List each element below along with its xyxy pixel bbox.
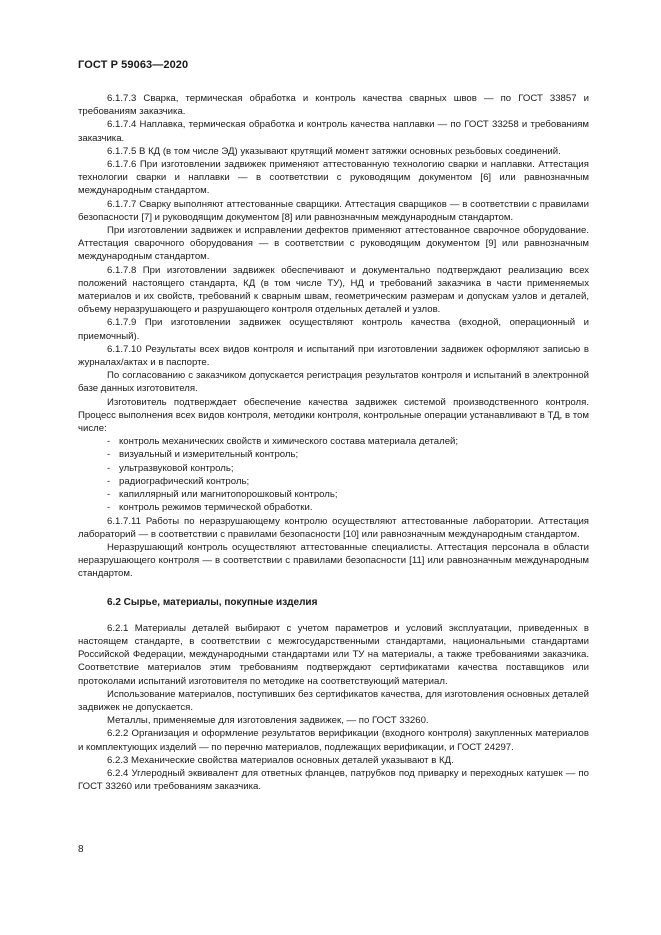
list-item: - капиллярный или магнитопорошковый контроль; (107, 489, 338, 501)
section-heading-6-2: 6.2 Сырье, материалы, покупные изделия (107, 596, 318, 608)
list-item: - контроль механических свойств и химического состава материала деталей; (107, 436, 459, 448)
paragraph-6-1-7-4: 6.1.7.4 Наплавка, термическая обработка и контроль качества наплавки — по ГОСТ 33258 и требованиям заказчика. (78, 119, 589, 144)
paragraph-metals: Металлы, применяемые для изготовления задвижек, — по ГОСТ 33260. (107, 715, 429, 727)
paragraph-electronic-registration: По согласованию с заказчиком допускается регистрация результатов контроля и испытаний в электронной базе данных изготовителя. (78, 370, 589, 395)
page-header-standard-id: ГОСТ Р 59063—2020 (78, 59, 189, 71)
list-item: - визуальный и измерительный контроль; (107, 449, 299, 461)
paragraph-6-1-7-11: 6.1.7.11 Работы по неразрушающему контролю осуществляют аттестованные лаборатории. Аттестация лабораторий — в соответствии с правилами безопасности [10] или равнозначным международным стандартом. (78, 515, 589, 540)
paragraph-welding-equipment: При изготовлении задвижек и исправлении дефектов применяют аттестованное сварочное оборудование. Аттестация сварочного оборудования — в соответствии с руководящим документом [9] или равнозначным международным стандартом. (78, 225, 589, 263)
document-body (78, 92, 589, 793)
paragraph-6-1-7-10: 6.1.7.10 Результаты всех видов контроля и испытаний при изготовлении задвижек оформляют записью в журналах/актах и в паспорте. (78, 343, 589, 369)
paragraph-6-1-7-5: 6.1.7.5 В КД (в том числе ЭД) указывают крутящий момент затяжки основных резьбовых соединений. (107, 145, 561, 157)
paragraph-production-control: Изготовитель подтверждает обеспечение качества задвижек системой производственного контроля. Процесс выполнения всех видов контроля, методики контроля, контрольные операции устанавливают в ТД, в том числе: (78, 396, 589, 435)
paragraph-no-certificates: Использование материалов, поступивших без сертификатов качества, для изготовления основных деталей задвижек не допускается. (78, 688, 589, 713)
paragraph-6-1-7-9: 6.1.7.9 При изготовлении задвижек осуществляют контроль качества (входной, операционный и приемочный). (78, 317, 589, 342)
list-item: - радиографический контроль; (107, 475, 250, 487)
paragraph-6-2-4: 6.2.4 Углеродный эквивалент для ответных фланцев, патрубков под приварку и переходных катушек — по ГОСТ 33260 или требованиям заказчика. (78, 767, 589, 793)
paragraph-6-1-7-3: 6.1.7.3 Сварка, термическая обработка и контроль качества сварных швов — по ГОСТ 33857 и требованиям заказчика. (78, 93, 589, 118)
paragraph-6-2-2: 6.2.2 Организация и оформление результатов верификации (входного контроля) закупленных материалов и комплектующих изделий — по перечню материалов, подлежащих верификации, и ГОСТ 24297. (78, 728, 589, 753)
list-item: - контроль режимов термической обработки. (107, 502, 313, 514)
list-item: - ультразвуковой контроль; (107, 462, 234, 474)
paragraph-6-2-3: 6.2.3 Механические свойства материалов основных деталей указывают в КД. (107, 754, 454, 766)
page-number: 8 (78, 844, 84, 855)
paragraph-6-1-7-7: 6.1.7.7 Сварку выполняют аттестованные сварщики. Аттестация сварщиков — в соответствии с правилами безопасности [7] и руководящим документом [8] или равнозначным международным стандартом. (78, 198, 589, 223)
paragraph-6-2-1: 6.2.1 Материалы деталей выбирают с учетом параметров и условий эксплуатации, приведенных в настоящем стандарте, в соответствии с межгосударственными стандартами, национальными стандартами Российской Федерации, международными стандартами или ТУ на материалы, а также требованиями заказчика. Соответствие материалов этим требованиям подтверждают сертификатами качества поставщиков или протоколами испытаний изготовителя по методике на соответствующий материал. (78, 622, 589, 687)
paragraph-6-1-7-6: 6.1.7.6 При изготовлении задвижек применяют аттестованную технологию сварки и наплавки. Аттестация технологии сварки и наплавки — в соответствии с руководящим документом [6] или равнозначным международным стандартом. (78, 159, 589, 197)
paragraph-6-1-7-8: 6.1.7.8 При изготовлении задвижек обеспечивают и документально подтверждают реализацию всех положений настоящего стандарта, КД (в том числе ТУ), НД и требований заказчика в части применяемых материалов и их свойств, требований к сварным швам, геометрическим размерам и допускам узлов и деталей, объему неразрушающего и разрушающего контроля отдельных деталей и узлов. (78, 264, 589, 316)
paragraph-ndt-personnel: Неразрушающий контроль осуществляют аттестованные специалисты. Аттестация персонала в области неразрушающего контроля — в соответствии с правилами безопасности [11] или равнозначным международным стандартом. (78, 541, 589, 580)
